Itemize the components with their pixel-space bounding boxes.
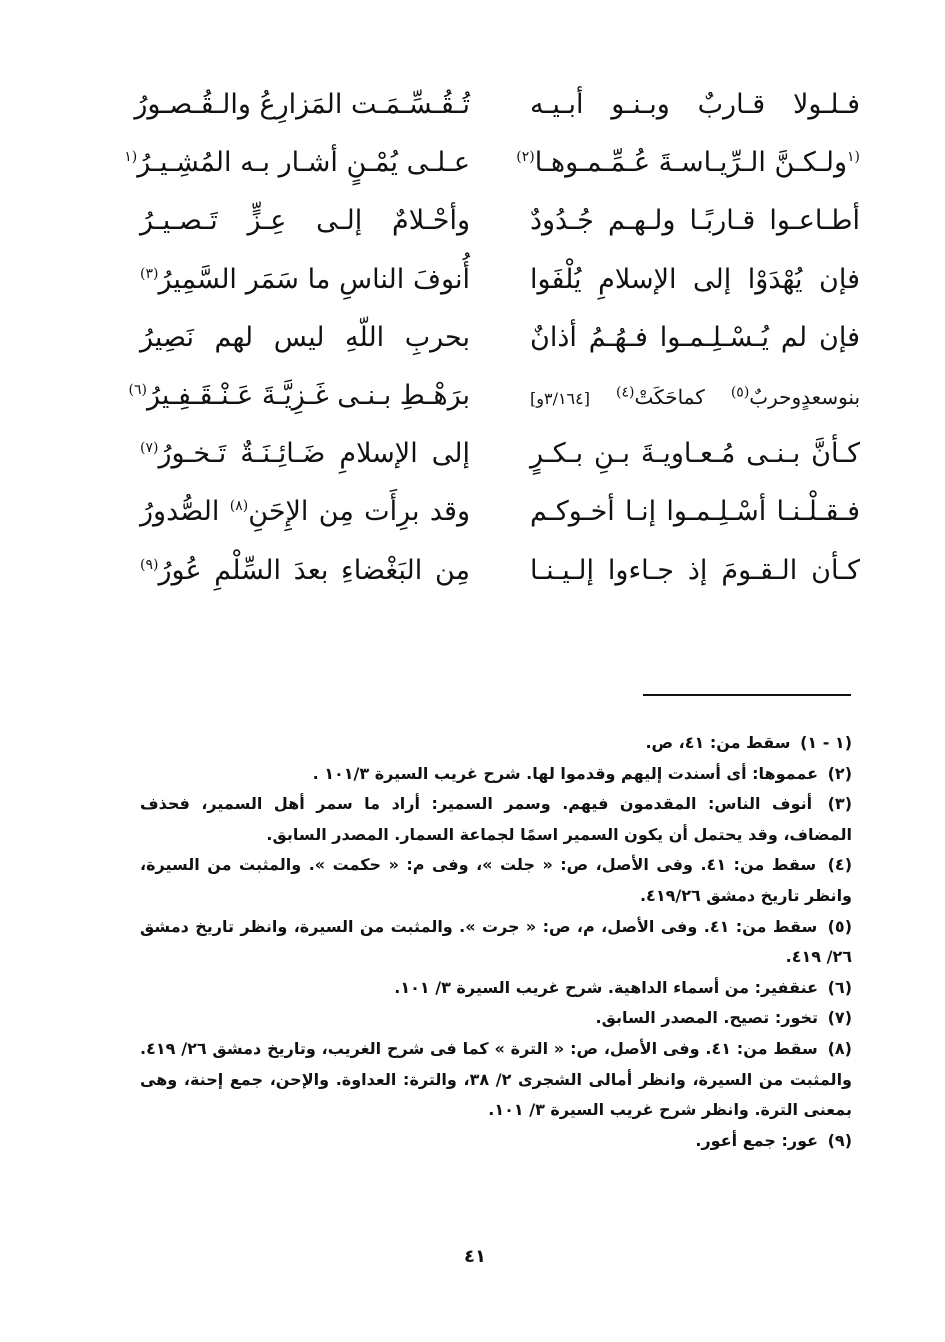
verse-first-hemistich: فإن يُهْدَوْا إلى الإسلامِ يُلْفَوا [530, 263, 860, 295]
footnote-marker: (٩) [140, 556, 159, 573]
footnote-number: (٨) [827, 1038, 852, 1058]
footnote-marker: (١ [124, 149, 138, 166]
footnote-text: سقط من: ٤١. وفى الأصل، ص: « الترة » كما فى شرح الغريب، وتاريخ دمشق ٢٦/ ٤١٩. والمثبت من السيرة، وانظر أمالى الشجرى ٢/ ٣٨، والترة: العداوة. والإحن، جمع إحنة، وهى بمعنى الترة. وانظر شرح غريب السيرة ٣/ ١٠١. [140, 1038, 852, 1120]
verse-second-text: وقد برِأَت مِن الإِحَنِ [248, 496, 471, 528]
verse [134, 76, 860, 134]
footnote-marker: (٤) [616, 384, 635, 401]
footnote [140, 789, 852, 850]
verse [140, 251, 860, 309]
verse-first-hemistich: فإن لم يُـسْـلِـمـوا فـهُـمُ أذانٌ [530, 321, 860, 353]
footnote-text: سقط من: ٤١، ص. [645, 733, 791, 752]
verse-first-hemistich: كـأن الـقـومَ إذ جـاءوا إلـيـنـا [530, 554, 860, 586]
footnote [140, 912, 852, 973]
footnote-marker: (٢) [516, 149, 535, 166]
verse-second-hemistich [140, 542, 470, 600]
footnote-number: (٢) [827, 763, 852, 783]
footnote [140, 1003, 852, 1034]
poem [124, 76, 861, 600]
verse-second-hemistich: تُـقُـسِّـمَـت المَزارِعُ والـقُـصـورُ [134, 89, 470, 120]
verse [140, 192, 860, 250]
footnote-marker: (٧) [140, 440, 159, 457]
verse [128, 367, 861, 425]
verse-second-hemistich [124, 134, 470, 192]
verse-first-text: ولـكـنَّ الـرِّيـاسـةَ عُـمِّـمـوهـا [534, 147, 847, 179]
footnote [140, 728, 852, 759]
verse [140, 425, 860, 483]
verse-first-hemistich: فـلـولا قـاربٌ وبـنـو أبـيـه [530, 89, 860, 120]
footnote-text: سقط من: ٤١. وفى الأصل، ص: « جلت »، وفى م: « حكمت ». والمثبت من السيرة، وانظر تاريخ دمشق ٤١٩/٢٦. [140, 855, 852, 905]
footnote-marker: (١ [847, 149, 860, 166]
footnote [140, 973, 852, 1004]
footnote-marker: (٥) [730, 384, 750, 401]
verse-second-text: عـلـى يُمْـنٍ أشـار بـه المُشِـيـرُ [137, 147, 470, 179]
verse-first-tail: بنوسعدٍوحربٌ [749, 384, 861, 409]
footnote-number: (١ - ١) [800, 733, 852, 752]
verse-first-hemistich [516, 134, 860, 192]
footnote-number: (٣) [827, 794, 852, 814]
verse-second-text: إلى الإسلامِ ضَـائِـنَـةٌ تَـخـورُ [158, 438, 470, 470]
footnote-text: أنوف الناس: المقدمون فيهم. وسمر السمير: أراد ما سمر أهل السمير، فحذف المضاف، وقد يحتمل أن يكون السمير اسمًا لجماعة السمار. المصدر السابق. [140, 794, 852, 844]
verse-second-text: برَهْـطِ بـنـى غَـزِيَّـةَ عَـنْـقَـفِـيرُ [146, 379, 470, 411]
verse [140, 483, 860, 541]
footnote-marker: (٨) [229, 498, 249, 515]
footnote [140, 1126, 852, 1157]
footnote-marker: (٣) [140, 265, 159, 282]
footnote-text: عور: جمع أعور. [695, 1130, 819, 1150]
footnote [140, 850, 852, 911]
footnotes [140, 728, 852, 1156]
verse-first-text: كماحَكَتْ [634, 384, 705, 409]
verse-first-hemistich: أطـاعـوا قـاربًـا ولـهـم جُـدُودٌ [530, 205, 860, 237]
footnote [140, 1034, 852, 1126]
footnote-text: تخور: تصيح. المصدر السابق. [595, 1008, 819, 1028]
verse-second-hemistich [140, 425, 470, 483]
footnote-text: سقط من: ٤١. وفى الأصل، م، ص: « جرت ». والمثبت من السيرة، وانظر تاريخ دمشق ٢٦/ ٤١٩. [140, 916, 852, 967]
verse-second-hemistich: بحربِ اللّهِ ليس لهم نَصِيرُ [140, 321, 470, 353]
verse-first-hemistich: فـقـلْـنـا أسْـلِـمـوا إنـا أخـوكـم [530, 496, 860, 528]
verse-second-text: أُنوفَ الناسِ ما سَمَر السَّمِيرُ [158, 263, 470, 295]
verse-first-hemistich [530, 368, 860, 428]
verse-second-hemistich [140, 251, 470, 309]
footnote-number: (٧) [827, 1008, 852, 1028]
footnote-number: (٦) [827, 977, 852, 997]
page-number: ٤١ [464, 1246, 486, 1267]
verse-second-text: مِن البَغْضاءِ بعدَ السِّلْمِ عُورُ [158, 554, 470, 586]
verse [140, 309, 860, 367]
verse [140, 542, 860, 600]
verse-second-hemistich: وأحْـلامٌ إلـى عِـزٍّ تَـصـيـرُ [140, 205, 470, 237]
verse-second-tail: الصُّدورُ [140, 496, 220, 528]
verse-second-hemistich [140, 483, 470, 541]
footnote-text: عنقفير: من أسماء الداهية. شرح غريب السيرة ٣/ ١٠١. [394, 977, 819, 997]
verse-second-hemistich [128, 367, 470, 425]
footnote-number: (٥) [827, 916, 852, 936]
manuscript-folio-reference: [٣/١٦٤و] [530, 388, 590, 408]
footnote-number: (٤) [827, 855, 852, 875]
footnote-marker: (٦) [128, 381, 147, 398]
footnote [140, 759, 852, 790]
footnote-text: عمموها: أى أسندت إليهم وقدموا لها. شرح غريب السيرة ١٠١/٣ . [312, 763, 819, 783]
footnote-number: (٩) [827, 1130, 852, 1150]
verse [124, 134, 860, 192]
verse-first-hemistich: كـأنَّ بـنـى مُـعـاويـةَ بـنِ بـكـرٍ [530, 438, 860, 470]
footnote-separator [643, 694, 851, 696]
